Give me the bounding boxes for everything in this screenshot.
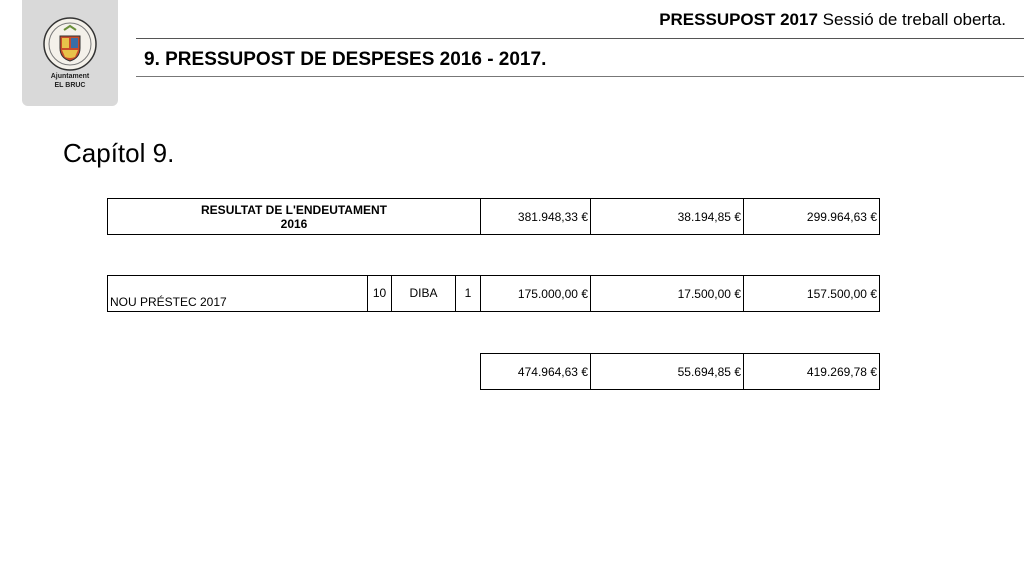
table-row xyxy=(108,276,880,312)
section-title: 9. PRESSUPOST DE DESPESES 2016 - 2017. xyxy=(144,49,547,70)
debt-result-label-line1: RESULTAT DE L'ENDEUTAMENT xyxy=(201,202,387,217)
header-session-label: Sessió de treball oberta. xyxy=(817,10,1006,29)
new-loan-entity: DIBA xyxy=(392,276,456,312)
new-loan-value-3: 157.500,00 € xyxy=(744,276,880,312)
debt-result-value-3: 299.964,63 € xyxy=(744,199,880,235)
header-budget-label: PRESSUPOST 2017 xyxy=(659,10,818,29)
header-divider-top xyxy=(136,38,1024,39)
new-loan-code: 10 xyxy=(368,276,392,312)
debt-result-label-line2: 2016 xyxy=(280,216,308,231)
debt-result-label-cell xyxy=(108,199,481,235)
new-loan-table xyxy=(107,275,880,312)
chapter-title: Capítol 9. xyxy=(63,138,175,168)
debt-result-value-1: 381.948,33 € xyxy=(481,199,591,235)
new-loan-value-2: 17.500,00 € xyxy=(591,276,744,312)
total-table xyxy=(480,353,880,390)
new-loan-value-1: 175.000,00 € xyxy=(481,276,591,312)
debt-result-table xyxy=(107,198,880,235)
new-loan-label: NOU PRÉSTEC 2017 xyxy=(108,276,368,312)
header-divider-bottom xyxy=(136,76,1024,77)
table-row xyxy=(481,354,880,390)
table-row xyxy=(108,199,880,235)
municipal-coat-of-arms-icon xyxy=(42,16,98,72)
presentation-header xyxy=(659,10,1006,30)
total-value-1: 474.964,63 € xyxy=(481,354,591,390)
total-value-3: 419.269,78 € xyxy=(744,354,880,390)
logo-text-line2: EL BRUC xyxy=(54,82,86,89)
new-loan-count: 1 xyxy=(456,276,481,312)
total-value-2: 55.694,85 € xyxy=(591,354,744,390)
logo-text-line1: Ajuntament xyxy=(50,73,90,80)
debt-result-value-2: 38.194,85 € xyxy=(591,199,744,235)
municipality-logo xyxy=(22,0,118,106)
